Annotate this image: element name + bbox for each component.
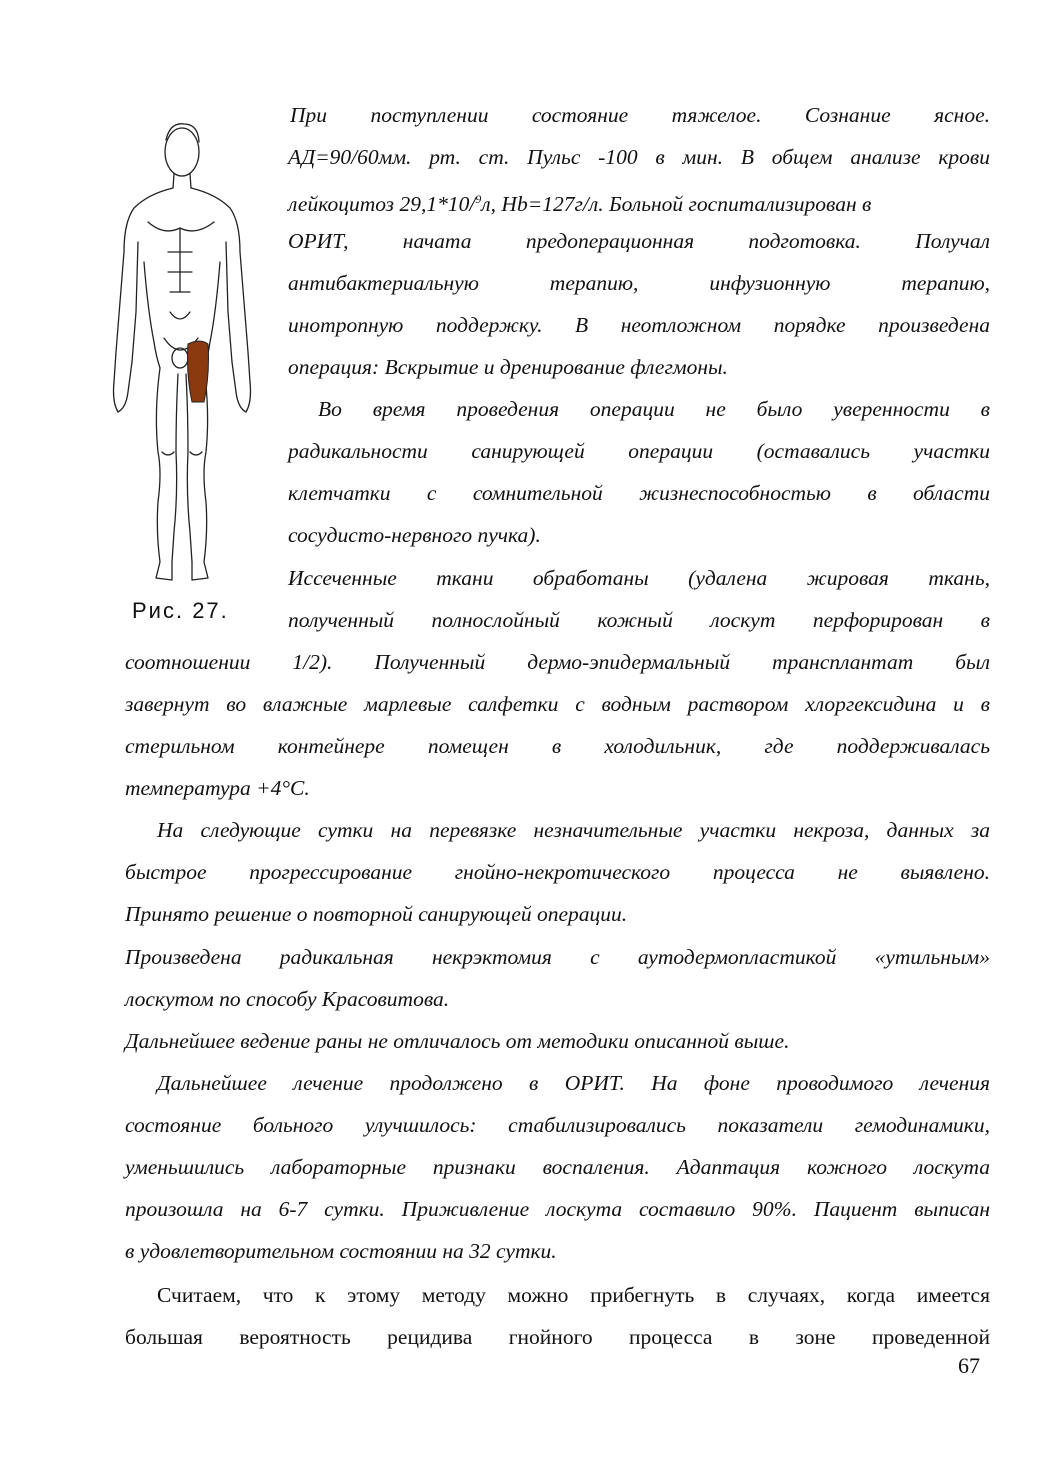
text-line: уменьшились лабораторные признаки воспаления. Адаптация кожного лоскута bbox=[125, 1155, 990, 1179]
text-line: Принято решение о повторной санирующей операции. bbox=[125, 902, 628, 926]
text-line: Произведена радикальная некрэктомия с аутодермопластикой «утильным» bbox=[125, 945, 990, 969]
text-line: температура +4°С. bbox=[125, 776, 310, 800]
text-line: соотношении 1/2). Полученный дермо-эпидермальный трансплантат был bbox=[125, 650, 990, 674]
page-number: 67 bbox=[958, 1353, 980, 1378]
text-line: Дальнейшее ведение раны не отличалось от методики описанной выше. bbox=[125, 1029, 790, 1053]
text-line: Дальнейшее лечение продолжено в ОРИТ. На фоне проводимого лечения bbox=[157, 1071, 990, 1095]
text-line: Иссеченные ткани обработаны (удалена жировая ткань, bbox=[288, 566, 990, 590]
anatomical-figure-illustration bbox=[100, 112, 260, 592]
text-fragment: лейкоцитоз 29,1*10/ bbox=[288, 192, 476, 217]
text-fragment: л, Hb=127г/л. Больной госпитализирован в bbox=[481, 192, 872, 217]
text-line: большая вероятность рецидива гнойного процесса в зоне проведенной bbox=[125, 1325, 990, 1349]
text-line: При поступлении состояние тяжелое. Сознание ясное. bbox=[290, 103, 990, 127]
text-line: клетчатки с сомнительной жизнеспособностью в области bbox=[288, 481, 990, 505]
text-line: состояние больного улучшилось: стабилизировались показатели гемодинамики, bbox=[125, 1113, 990, 1137]
text-line: лоскутом по способу Красовитова. bbox=[125, 987, 450, 1011]
text-line: операция: Вскрытие и дренирование флегмоны. bbox=[288, 355, 728, 379]
text-line: произошла на 6-7 сутки. Приживление лоскута составило 90%. Пациент выписан bbox=[125, 1197, 990, 1221]
text-line: полученный полнослойный кожный лоскут перфорирован в bbox=[288, 608, 990, 632]
text-line: антибактериальную терапию, инфузионную терапию, bbox=[288, 271, 990, 295]
text-line: быстрое прогрессирование гнойно-некротического процесса не выявлено. bbox=[125, 860, 990, 884]
text-line: в удовлетворительном состоянии на 32 сутки. bbox=[125, 1239, 557, 1263]
text-line: АД=90/60мм. рт. ст. Пульс -100 в мин. В общем анализе крови bbox=[288, 145, 990, 169]
text-line: стерильном контейнере помещен в холодильник, где поддерживалась bbox=[125, 734, 990, 758]
text-line bbox=[288, 184, 990, 219]
text-line: инотропную поддержку. В неотложном порядке произведена bbox=[288, 313, 990, 337]
lesion-area bbox=[188, 341, 209, 402]
figure-caption: Рис. 27. bbox=[132, 598, 229, 623]
text-line: ОРИТ, начата предоперационная подготовка. Получал bbox=[288, 229, 990, 253]
text-line: сосудисто-нервного пучка). bbox=[288, 523, 541, 547]
superscript: 9 bbox=[475, 192, 482, 206]
text-line: радикальности санирующей операции (оставались участки bbox=[288, 439, 990, 463]
text-line: На следующие сутки на перевязке незначительные участки некроза, данных за bbox=[157, 818, 990, 842]
text-line: завернут во влажные марлевые салфетки с водным раствором хлоргексидина и в bbox=[125, 692, 990, 716]
text-line: Во время проведения операции не было уверенности в bbox=[318, 397, 990, 421]
text-line: Считаем, что к этому методу можно прибегнуть в случаях, когда имеется bbox=[157, 1283, 990, 1307]
